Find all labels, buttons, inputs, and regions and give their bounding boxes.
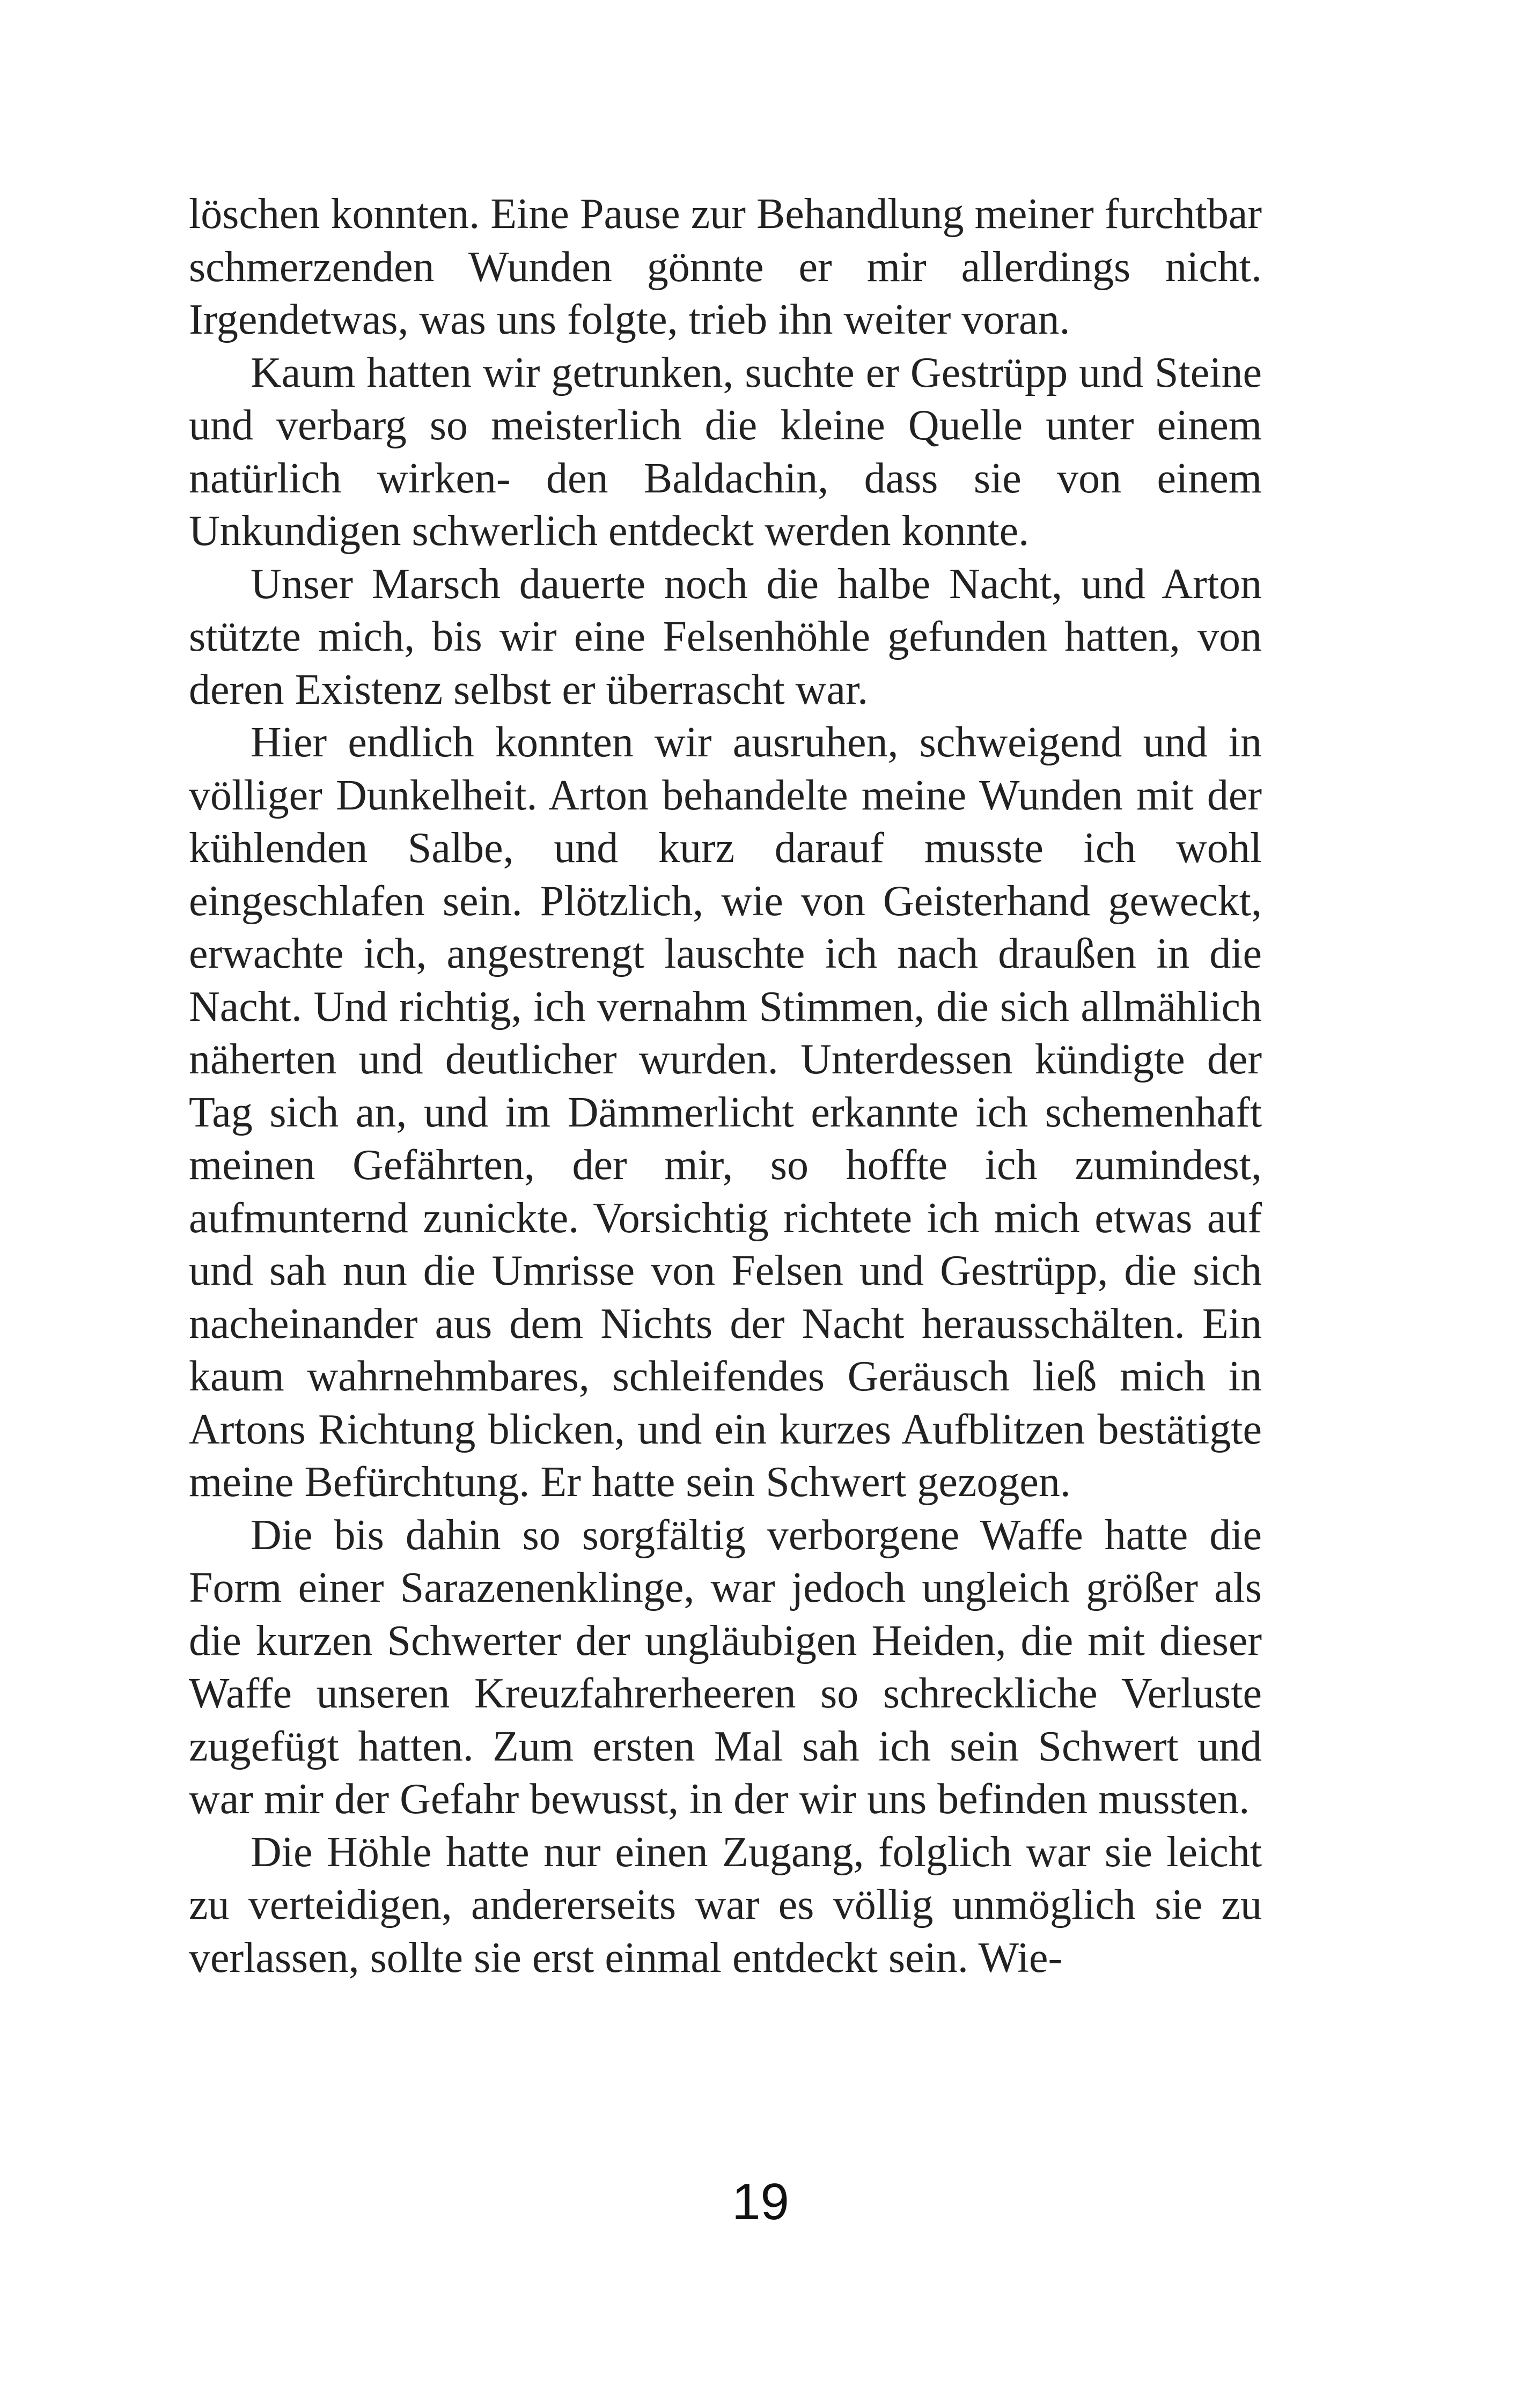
paragraph-2: Kaum hatten wir getrunken, suchte er Gestrüpp und Steine und verbarg so meisterlich die kleine Quelle unter einem natürlich wirken- den Baldachin, dass sie von einem Unkundigen schwerlich entdeckt werden konnte. xyxy=(189,349,1262,555)
paragraph-6: Die Höhle hatte nur einen Zugang, folglich war sie leicht zu verteidigen, andererseits war es völlig unmöglich sie zu verlassen, sollte sie erst einmal entdeckt sein. Wie- xyxy=(189,1828,1262,1982)
paragraph-3: Unser Marsch dauerte noch die halbe Nacht, und Arton stützte mich, bis wir eine Felsenhöhle gefunden hatten, von deren Existenz selbst er überrascht war. xyxy=(189,560,1262,713)
paragraph-5: Die bis dahin so sorgfältig verborgene Waffe hatte die Form einer Sarazenenklinge, war jedoch ungleich größer als die kurzen Schwerter der ungläubigen Heiden, die mit dieser Waffe unseren Kreuzfahrerheeren so schreckliche Verluste zugefügt hatten. Zum ersten Mal sah ich sein Schwert und war mir der Gefahr bewusst, in der wir uns befinden mussten. xyxy=(189,1511,1262,1823)
body-text xyxy=(189,188,1262,1984)
paragraph-1: löschen konnten. Eine Pause zur Behandlung meiner furchtbar schmerzenden Wunden gönnte er mir allerdings nicht. Irgendetwas, was uns folgte, trieb ihn weiter voran. xyxy=(189,190,1262,343)
page-number: 19 xyxy=(732,2173,789,2230)
paragraph-4: Hier endlich konnten wir ausruhen, schweigend und in völliger Dunkelheit. Arton behandelte meine Wunden mit der kühlenden Salbe, und kurz darauf musste ich wohl eingeschlafen sein. Plötzlich, wie von Geisterhand geweckt, erwachte ich, angestrengt lauschte ich nach draußen in die Nacht. Und richtig, ich vernahm Stimmen, die sich allmählich näherten und deutlicher wurden. Unterdessen kündigte der Tag sich an, und im Dämmerlicht erkannte ich schemenhaft meinen Gefährten, der mir, so hoffte ich zumindest, aufmunternd zunickte. Vorsichtig richtete ich mich etwas auf und sah nun die Umrisse von Felsen und Gestrüpp, die sich nacheinander aus dem Nichts der Nacht herausschälten. Ein kaum wahrnehmbares, schleifendes Geräusch ließ mich in Artons Richtung blicken, und ein kurzes Aufblitzen bestätigte meine Befürchtung. Er hatte sein Schwert gezogen. xyxy=(189,719,1262,1506)
